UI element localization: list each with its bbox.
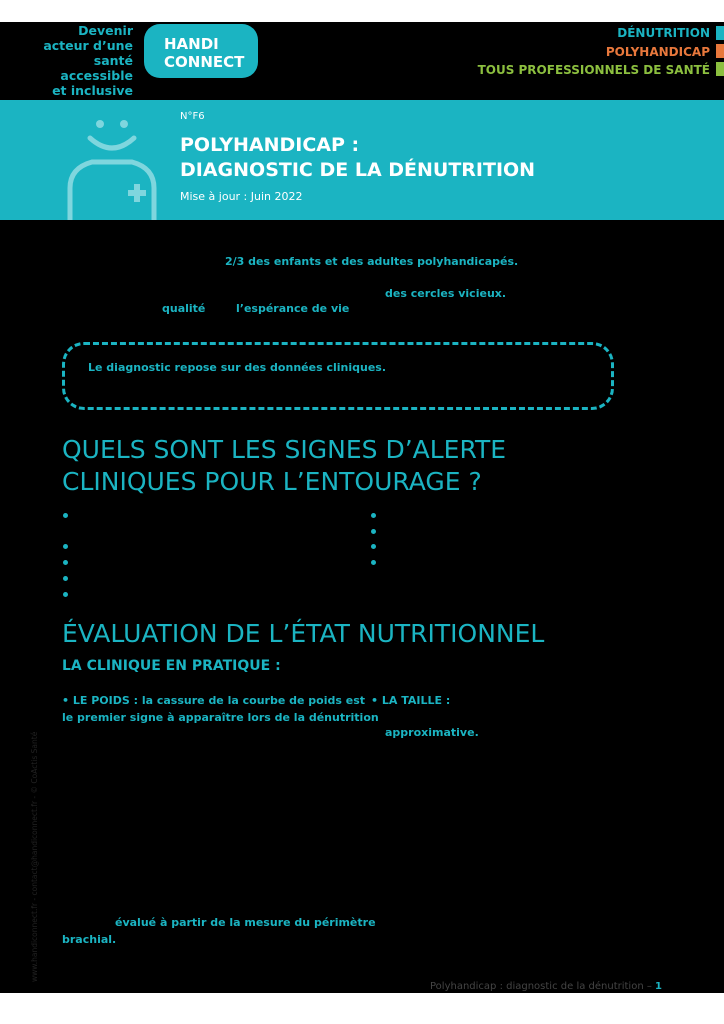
section-heading-alerte <box>62 434 506 498</box>
logo-line: HANDI <box>164 35 219 53</box>
paragraph-line: le premier signe à apparaître lors de la dénutrition <box>62 711 379 724</box>
tagline-line: Devenir <box>78 23 133 38</box>
intro-text: 2/3 des enfants et des adultes polyhandicapés. <box>225 255 519 268</box>
tagline-line: acteur d’une <box>43 38 133 53</box>
page-footer <box>430 981 662 992</box>
callout-text: Le diagnostic repose sur des données cliniques. <box>88 361 386 374</box>
category-professionnels: TOUS PROFESSIONNELS DE SANTÉ <box>477 63 710 77</box>
tagline-line: santé accessible <box>60 53 133 83</box>
intro-text: des cercles vicieux. <box>385 287 507 300</box>
list-bullet <box>371 529 376 534</box>
list-bullet <box>371 544 376 549</box>
category-color-tab <box>716 26 724 40</box>
list-bullet <box>63 576 68 581</box>
section-heading-evaluation: ÉVALUATION DE L’ÉTAT NUTRITIONNEL <box>62 619 545 648</box>
title-line: POLYHANDICAP : <box>180 134 360 156</box>
category-color-tab <box>716 44 724 58</box>
page-title <box>180 133 535 183</box>
list-bullet <box>63 560 68 565</box>
heading-line: CLINIQUES POUR L’ENTOURAGE ? <box>62 467 482 496</box>
list-bullet <box>371 560 376 565</box>
bottom-margin <box>0 993 724 1024</box>
subsection-heading: LA CLINIQUE EN PRATIQUE : <box>62 658 281 674</box>
taille-text: approximative. <box>385 726 479 739</box>
callout-box <box>62 342 614 410</box>
list-bullet <box>63 544 68 549</box>
list-bullet <box>371 513 376 518</box>
page-number: 1 <box>655 981 662 992</box>
title-line: DIAGNOSTIC DE LA DÉNUTRITION <box>180 159 536 181</box>
category-list <box>478 24 710 80</box>
intro-text: qualité <box>162 302 206 315</box>
tagline <box>20 23 133 98</box>
taille-heading: • LA TAILLE : <box>371 694 451 707</box>
footer-text: Polyhandicap : diagnostic de la dénutrition – <box>430 981 656 992</box>
handiconnect-logo <box>144 24 258 78</box>
category-color-tab <box>716 62 724 76</box>
heading-line: QUELS SONT LES SIGNES D’ALERTE <box>62 435 507 464</box>
fiche-number: N°F6 <box>180 111 205 122</box>
update-date: Mise à jour : Juin 2022 <box>180 190 303 203</box>
top-margin <box>0 0 724 22</box>
paragraph-line: • LE POIDS : la cassure de la courbe de poids est <box>62 694 366 707</box>
brachial-text: brachial. <box>62 933 117 946</box>
logo-line: CONNECT <box>164 53 245 71</box>
list-bullet <box>63 592 68 597</box>
intro-text: l’espérance de vie <box>236 302 350 315</box>
list-bullet <box>63 513 68 518</box>
side-note: www.handiconnect.fr - contact@handiconnect.fr - © CoActis Santé <box>30 731 39 982</box>
brachial-text: évalué à partir de la mesure du périmètre <box>115 916 376 929</box>
tagline-line: et inclusive <box>52 83 133 98</box>
poids-paragraph <box>62 692 379 726</box>
person-medical-icon <box>62 110 162 220</box>
category-polyhandicap: POLYHANDICAP <box>605 44 710 59</box>
category-denutrition: DÉNUTRITION <box>617 26 710 40</box>
